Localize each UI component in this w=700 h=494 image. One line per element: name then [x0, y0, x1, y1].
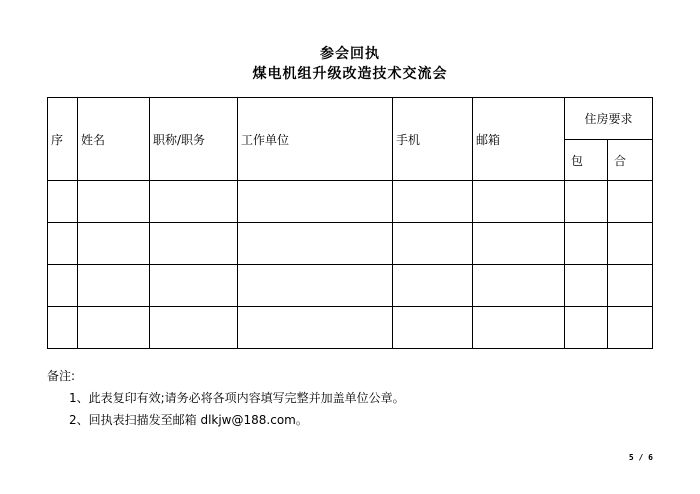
cell-mobile[interactable] [393, 223, 473, 265]
cell-work-unit[interactable] [238, 181, 393, 223]
cell-lodging-shared[interactable] [608, 223, 653, 265]
header-email: 邮箱 [473, 98, 565, 181]
cell-mobile[interactable] [393, 181, 473, 223]
header-work-unit: 工作单位 [238, 98, 393, 181]
header-lodging-single: 包 [565, 140, 608, 181]
header-seq: 序 [48, 98, 78, 181]
registration-table [47, 97, 653, 349]
cell-seq[interactable] [48, 181, 78, 223]
header-mobile: 手机 [393, 98, 473, 181]
table-header-row [48, 98, 653, 140]
cell-name[interactable] [78, 181, 150, 223]
cell-lodging-shared[interactable] [608, 307, 653, 349]
header-lodging: 住房要求 [565, 98, 653, 140]
cell-mobile[interactable] [393, 307, 473, 349]
cell-work-unit[interactable] [238, 223, 393, 265]
table-row [48, 181, 653, 223]
cell-lodging-single[interactable] [565, 181, 608, 223]
page-number: 5 / 6 [628, 453, 653, 462]
cell-email[interactable] [473, 181, 565, 223]
header-lodging-shared: 合 [608, 140, 653, 181]
cell-work-unit[interactable] [238, 265, 393, 307]
cell-seq[interactable] [48, 307, 78, 349]
note-item: 1、此表复印有效;请务必将各项内容填写完整并加盖单位公章。 [69, 391, 405, 405]
table-row [48, 265, 653, 307]
notes-section [47, 365, 405, 431]
notes-label: 备注: [47, 369, 76, 383]
cell-work-unit[interactable] [238, 307, 393, 349]
cell-name[interactable] [78, 265, 150, 307]
document-subtitle: 煤电机组升级改造技术交流会 [252, 66, 448, 82]
cell-email[interactable] [473, 307, 565, 349]
cell-email[interactable] [473, 223, 565, 265]
table-row [48, 307, 653, 349]
cell-mobile[interactable] [393, 265, 473, 307]
cell-name[interactable] [78, 307, 150, 349]
header-name: 姓名 [78, 98, 150, 181]
cell-lodging-single[interactable] [565, 223, 608, 265]
cell-lodging-shared[interactable] [608, 181, 653, 223]
cell-name[interactable] [78, 223, 150, 265]
cell-email[interactable] [473, 265, 565, 307]
note-item: 2、回执表扫描发至邮箱 dlkjw@188.com。 [69, 413, 308, 427]
cell-title[interactable] [150, 223, 238, 265]
cell-lodging-single[interactable] [565, 307, 608, 349]
table-row [48, 223, 653, 265]
cell-seq[interactable] [48, 223, 78, 265]
cell-lodging-shared[interactable] [608, 265, 653, 307]
cell-title[interactable] [150, 265, 238, 307]
cell-title[interactable] [150, 181, 238, 223]
cell-title[interactable] [150, 307, 238, 349]
cell-seq[interactable] [48, 265, 78, 307]
header-title: 职称/职务 [150, 98, 238, 181]
cell-lodging-single[interactable] [565, 265, 608, 307]
document-title: 参会回执 [320, 46, 380, 62]
